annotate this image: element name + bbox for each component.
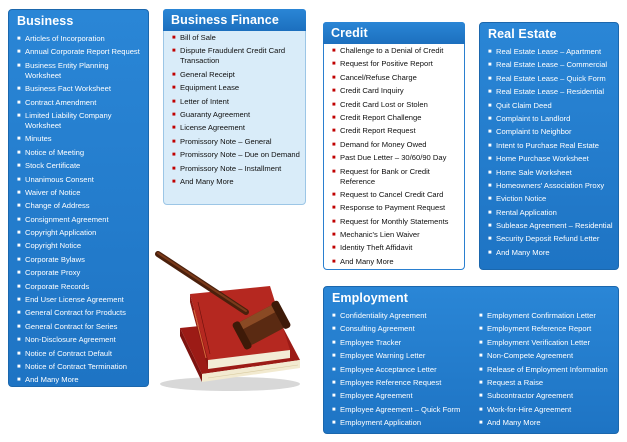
business-finance-title: Business Finance <box>163 9 306 31</box>
list-item-label[interactable]: Identity Theft Affidavit <box>340 243 413 253</box>
list-item[interactable] <box>332 59 460 69</box>
bullet-icon: ■ <box>332 205 336 212</box>
list-item[interactable] <box>479 311 614 321</box>
list-item[interactable] <box>17 148 144 158</box>
list-item-label[interactable]: Employee Tracker <box>340 337 402 347</box>
list-item-label[interactable]: Request a Raise <box>487 377 544 387</box>
list-item-label[interactable]: Copyright Notice <box>25 241 82 251</box>
bullet-icon: ■ <box>17 270 21 277</box>
list-item[interactable] <box>172 70 301 80</box>
list-item[interactable] <box>17 335 144 345</box>
list-item-label[interactable]: Challenge to a Denial of Credit <box>340 46 444 55</box>
list-item-label[interactable]: Contract Amendment <box>25 97 97 107</box>
list-item[interactable] <box>172 97 301 107</box>
bullet-icon: ■ <box>172 71 176 78</box>
list-item-label[interactable]: Employment Confirmation Letter <box>487 311 596 320</box>
list-item-label[interactable]: Credit Report Request <box>340 126 416 136</box>
list-item[interactable] <box>17 268 144 278</box>
list-item-label[interactable]: Corporate Bylaws <box>25 254 85 264</box>
list-item[interactable] <box>17 322 144 332</box>
list-item-label[interactable]: And Many More <box>180 176 234 186</box>
bullet-icon: ■ <box>488 129 492 136</box>
list-item[interactable] <box>332 257 460 267</box>
list-item[interactable] <box>479 391 614 401</box>
list-item-label[interactable]: And Many More <box>496 247 550 257</box>
list-item[interactable] <box>488 181 614 191</box>
bullet-icon: ■ <box>172 98 176 105</box>
list-item[interactable] <box>488 248 614 258</box>
list-item[interactable] <box>17 47 144 57</box>
list-item[interactable] <box>488 208 614 218</box>
bullet-icon: ■ <box>488 182 492 189</box>
bullet-icon: ■ <box>17 163 21 170</box>
bullet-icon: ■ <box>172 165 176 172</box>
bullet-icon: ■ <box>488 169 492 176</box>
bullet-icon: ■ <box>488 49 492 55</box>
bullet-icon: ■ <box>17 49 21 56</box>
list-item-label[interactable]: Homeowners' Association Proxy <box>496 180 605 190</box>
list-item[interactable] <box>332 391 467 401</box>
bullet-icon: ■ <box>332 326 336 333</box>
list-item[interactable] <box>172 123 301 133</box>
list-item-label[interactable]: End User License Agreement <box>25 295 124 305</box>
bullet-icon: ■ <box>172 138 176 145</box>
bullet-icon: ■ <box>488 115 492 122</box>
list-item[interactable] <box>17 161 144 171</box>
list-item-label[interactable]: License Agreement <box>180 123 246 133</box>
list-item-label[interactable]: Credit Card Lost or Stolen <box>340 99 428 109</box>
list-item-label[interactable]: General Contract for Series <box>25 321 118 331</box>
employment-panel <box>323 286 619 434</box>
list-item[interactable] <box>332 338 467 348</box>
bullet-icon: ■ <box>17 337 21 344</box>
list-item[interactable] <box>17 308 144 318</box>
list-item[interactable] <box>17 61 144 81</box>
list-item-label[interactable]: Equipment Lease <box>180 83 240 93</box>
bullet-icon: ■ <box>332 168 336 175</box>
list-item-label[interactable]: Notice of Contract Default <box>25 348 112 358</box>
bullet-icon: ■ <box>488 223 492 230</box>
bullet-icon: ■ <box>17 36 21 42</box>
list-item-label[interactable]: Employment Verification Letter <box>487 337 590 347</box>
list-item[interactable] <box>488 234 614 244</box>
list-item[interactable] <box>17 188 144 198</box>
list-item-label[interactable]: Release of Employment Information <box>487 364 608 374</box>
list-item[interactable] <box>488 60 614 70</box>
bullet-icon: ■ <box>17 136 21 143</box>
list-item-label[interactable]: Credit Card Inquiry <box>340 86 404 96</box>
list-item[interactable] <box>17 98 144 108</box>
bullet-icon: ■ <box>17 243 21 250</box>
bullet-icon: ■ <box>332 48 336 54</box>
list-item-label[interactable]: General Contract for Products <box>25 308 126 318</box>
list-item[interactable] <box>332 100 460 110</box>
list-item-label[interactable]: Employee Agreement – Quick Form <box>340 404 461 414</box>
business-title: Business <box>17 14 74 28</box>
business-finance-panel <box>163 9 306 205</box>
list-item-label[interactable]: Promissory Note – Installment <box>180 163 282 173</box>
bullet-icon: ■ <box>332 245 336 252</box>
list-item-label[interactable]: And Many More <box>25 375 79 385</box>
list-item[interactable] <box>17 362 144 372</box>
bullet-icon: ■ <box>172 125 176 132</box>
bullet-icon: ■ <box>17 323 21 330</box>
list-item[interactable] <box>332 203 460 213</box>
list-item[interactable] <box>332 217 460 227</box>
list-item[interactable] <box>488 221 614 231</box>
list-item-label[interactable]: Employee Acceptance Letter <box>340 364 437 374</box>
list-item[interactable] <box>172 83 301 93</box>
list-item[interactable] <box>332 418 467 428</box>
bullet-icon: ■ <box>332 114 336 121</box>
bullet-icon: ■ <box>479 406 483 413</box>
list-item[interactable] <box>332 153 460 163</box>
list-item-label[interactable]: Mechanic's Lien Waiver <box>340 230 420 240</box>
list-item-label[interactable]: Home Sale Worksheet <box>496 167 572 177</box>
business-panel <box>8 9 149 387</box>
list-item[interactable] <box>332 113 460 123</box>
list-item-label[interactable]: Request for Bank or Credit Reference <box>340 166 430 186</box>
bullet-icon: ■ <box>17 189 21 196</box>
list-item-label[interactable]: Corporate Proxy <box>25 268 81 278</box>
list-item-label[interactable]: Complaint to Landlord <box>496 113 571 123</box>
bullet-icon: ■ <box>332 191 336 198</box>
bullet-icon: ■ <box>479 313 483 319</box>
list-item[interactable] <box>172 164 301 174</box>
list-item-label[interactable]: Home Purchase Worksheet <box>496 154 589 164</box>
list-item[interactable] <box>479 405 614 415</box>
list-item-label[interactable]: Complaint to Neighbor <box>496 127 572 137</box>
list-item-label[interactable]: Request for Positive Report <box>340 59 433 69</box>
list-item[interactable] <box>172 110 301 120</box>
list-item-label[interactable]: Change of Address <box>25 201 90 211</box>
list-item[interactable] <box>17 228 144 238</box>
bullet-icon: ■ <box>17 377 21 384</box>
list-item-label[interactable]: Guaranty Agreement <box>180 109 251 119</box>
list-item-label[interactable]: Cancel/Refuse Charge <box>340 72 417 82</box>
list-item[interactable] <box>17 241 144 251</box>
list-item-label[interactable]: Stock Certificate <box>25 161 81 171</box>
gavel-and-books-illustration <box>150 232 320 402</box>
list-item-label[interactable]: Employee Reference Request <box>340 377 442 387</box>
list-item[interactable] <box>332 405 467 415</box>
list-item[interactable] <box>488 74 614 84</box>
list-item[interactable] <box>17 282 144 292</box>
list-item-label[interactable]: Work-for-Hire Agreement <box>487 404 572 414</box>
real-estate-list <box>480 45 618 258</box>
credit-title: Credit <box>323 22 465 44</box>
list-item[interactable] <box>488 47 614 57</box>
bullet-icon: ■ <box>479 353 483 360</box>
list-item-label[interactable]: Employee Warning Letter <box>340 351 426 361</box>
list-item-label[interactable]: Real Estate Lease – Commercial <box>496 60 608 70</box>
bullet-icon: ■ <box>172 48 176 55</box>
list-item-label[interactable]: Eviction Notice <box>496 194 547 204</box>
list-item[interactable] <box>488 114 614 124</box>
real-estate-title: Real Estate <box>488 27 557 41</box>
bullet-icon: ■ <box>17 99 21 106</box>
list-item[interactable] <box>172 177 301 187</box>
bullet-icon: ■ <box>332 406 336 413</box>
bullet-icon: ■ <box>172 152 176 159</box>
list-item-label[interactable]: Business Entity Planning Worksheet <box>25 60 109 80</box>
list-item[interactable] <box>332 140 460 150</box>
list-item[interactable] <box>479 418 614 428</box>
list-item[interactable] <box>488 168 614 178</box>
bullet-icon: ■ <box>332 128 336 135</box>
credit-panel <box>323 22 465 270</box>
list-item[interactable] <box>332 365 467 375</box>
list-item[interactable] <box>488 154 614 164</box>
bullet-icon: ■ <box>17 310 21 317</box>
list-item-label[interactable]: Dispute Fraudulent Credit Card Transaction <box>180 46 286 66</box>
bullet-icon: ■ <box>332 101 336 108</box>
bullet-icon: ■ <box>332 74 336 81</box>
list-item-label[interactable]: Non-Disclosure Agreement <box>25 335 116 345</box>
bullet-icon: ■ <box>332 232 336 239</box>
list-item[interactable] <box>17 295 144 305</box>
list-item-label[interactable]: Response to Payment Request <box>340 203 446 213</box>
bullet-icon: ■ <box>332 420 336 427</box>
list-item-label[interactable]: Corporate Records <box>25 281 90 291</box>
bullet-icon: ■ <box>17 112 21 119</box>
list-item-label[interactable]: Demand for Money Owed <box>340 139 427 149</box>
bullet-icon: ■ <box>17 297 21 304</box>
list-item[interactable] <box>488 194 614 204</box>
bullet-icon: ■ <box>479 379 483 386</box>
list-item[interactable] <box>332 86 460 96</box>
list-item-label[interactable]: Real Estate Lease – Residential <box>496 87 605 97</box>
list-item-label[interactable]: Promissory Note – Due on Demand <box>180 150 300 160</box>
real-estate-panel <box>479 22 619 270</box>
list-item-label[interactable]: Employee Agreement <box>340 391 413 401</box>
list-item[interactable] <box>17 375 144 385</box>
list-item[interactable] <box>332 324 467 334</box>
list-item-label[interactable]: Notice of Meeting <box>25 147 85 157</box>
bullet-icon: ■ <box>488 209 492 216</box>
list-item-label[interactable]: Confidentiality Agreement <box>340 311 427 320</box>
bullet-icon: ■ <box>172 111 176 118</box>
list-item[interactable] <box>17 134 144 144</box>
bullet-icon: ■ <box>479 326 483 333</box>
list-item[interactable] <box>479 365 614 375</box>
bullet-icon: ■ <box>17 203 21 210</box>
list-item[interactable] <box>332 230 460 240</box>
list-item-label[interactable]: Employment Reference Report <box>487 324 592 334</box>
business-finance-list <box>164 31 305 187</box>
list-item-label[interactable]: Rental Application <box>496 207 557 217</box>
bullet-icon: ■ <box>332 141 336 148</box>
list-item-label[interactable]: Request for Monthly Statements <box>340 216 449 226</box>
bullet-icon: ■ <box>479 420 483 427</box>
bullet-icon: ■ <box>488 156 492 163</box>
bullet-icon: ■ <box>488 249 492 256</box>
list-item-label[interactable]: Waiver of Notice <box>25 187 81 197</box>
gavel-books-svg <box>150 232 320 402</box>
list-item[interactable] <box>332 73 460 83</box>
list-item[interactable] <box>479 338 614 348</box>
list-item[interactable] <box>17 215 144 225</box>
bullet-icon: ■ <box>332 379 336 386</box>
list-item-label[interactable]: Promissory Note – General <box>180 136 272 146</box>
list-item[interactable] <box>332 243 460 253</box>
bullet-icon: ■ <box>332 61 336 68</box>
list-item[interactable] <box>172 150 301 160</box>
list-item-label[interactable]: Annual Corporate Report Request <box>25 47 140 57</box>
bullet-icon: ■ <box>488 236 492 243</box>
list-item-label[interactable]: Sublease Agreement – Residential <box>496 221 613 231</box>
bullet-icon: ■ <box>479 366 483 373</box>
bullet-icon: ■ <box>332 339 336 346</box>
shadow <box>160 377 300 391</box>
bullet-icon: ■ <box>488 142 492 149</box>
bullet-icon: ■ <box>332 218 336 225</box>
bullet-icon: ■ <box>332 155 336 162</box>
bullet-icon: ■ <box>332 366 336 373</box>
list-item-label[interactable]: Minutes <box>25 134 52 144</box>
list-item[interactable] <box>488 101 614 111</box>
bullet-icon: ■ <box>172 178 176 185</box>
list-item-label[interactable]: Bill of Sale <box>180 33 216 42</box>
bullet-icon: ■ <box>479 393 483 400</box>
list-item-label[interactable]: Employment Application <box>340 418 422 428</box>
list-item-label[interactable]: Unanimous Consent <box>25 174 94 184</box>
list-item[interactable] <box>332 190 460 200</box>
list-item[interactable] <box>479 351 614 361</box>
bullet-icon: ■ <box>17 176 21 183</box>
list-item-label[interactable]: Quit Claim Deed <box>496 100 552 110</box>
list-item[interactable] <box>332 46 460 56</box>
bullet-icon: ■ <box>172 35 176 41</box>
list-item[interactable] <box>172 46 301 66</box>
list-item-label[interactable]: Credit Report Challenge <box>340 112 422 122</box>
bullet-icon: ■ <box>488 62 492 69</box>
list-item-label[interactable]: Consulting Agreement <box>340 324 415 334</box>
bullet-icon: ■ <box>17 216 21 223</box>
bullet-icon: ■ <box>17 283 21 290</box>
list-item-label[interactable]: Request to Cancel Credit Card <box>340 189 444 199</box>
list-item-label[interactable]: Non-Compete Agreement <box>487 351 574 361</box>
list-item[interactable] <box>332 311 467 321</box>
list-item-label[interactable]: Business Fact Worksheet <box>25 84 111 94</box>
list-item-label[interactable]: Consignment Agreement <box>25 214 109 224</box>
bullet-icon: ■ <box>17 62 21 69</box>
list-item[interactable] <box>479 378 614 388</box>
list-item-label[interactable]: Security Deposit Refund Letter <box>496 234 600 244</box>
bullet-icon: ■ <box>17 256 21 263</box>
list-item[interactable] <box>332 351 467 361</box>
list-item[interactable] <box>17 201 144 211</box>
list-item-label[interactable]: Subcontractor Agreement <box>487 391 574 401</box>
list-item[interactable] <box>479 324 614 334</box>
list-item[interactable] <box>17 111 144 131</box>
list-item-label[interactable]: Notice of Contract Termination <box>25 361 127 371</box>
employment-list-left <box>324 309 471 432</box>
employment-columns <box>324 309 618 432</box>
bullet-icon: ■ <box>17 363 21 370</box>
bullet-icon: ■ <box>332 393 336 400</box>
bullet-icon: ■ <box>488 75 492 82</box>
list-item-label[interactable]: Past Due Letter – 30/60/90 Day <box>340 153 447 163</box>
bullet-icon: ■ <box>332 258 336 265</box>
bullet-icon: ■ <box>17 149 21 156</box>
list-item-label[interactable]: And Many More <box>487 418 541 428</box>
bullet-icon: ■ <box>479 339 483 346</box>
list-item-label[interactable]: Limited Liability Company Worksheet <box>25 110 112 130</box>
bullet-icon: ■ <box>17 230 21 237</box>
list-item[interactable] <box>332 378 467 388</box>
bullet-icon: ■ <box>488 196 492 203</box>
business-list <box>9 32 148 385</box>
list-item-label[interactable]: Letter of Intent <box>180 96 229 106</box>
list-item[interactable] <box>488 87 614 97</box>
list-item-label[interactable]: General Receipt <box>180 69 235 79</box>
list-item[interactable] <box>488 127 614 137</box>
list-item-label[interactable]: Intent to Purchase Real Estate <box>496 140 599 150</box>
list-item[interactable] <box>332 167 460 187</box>
list-item[interactable] <box>17 84 144 94</box>
bullet-icon: ■ <box>332 353 336 360</box>
bullet-icon: ■ <box>332 88 336 95</box>
bullet-icon: ■ <box>172 85 176 92</box>
bullet-icon: ■ <box>488 89 492 96</box>
bullet-icon: ■ <box>17 350 21 357</box>
list-item-label[interactable]: Articles of Incorporation <box>25 34 105 43</box>
list-item[interactable] <box>488 141 614 151</box>
credit-list <box>324 44 464 267</box>
employment-title: Employment <box>332 291 409 305</box>
list-item[interactable] <box>17 349 144 359</box>
list-item-label[interactable]: Copyright Application <box>25 228 97 238</box>
bullet-icon: ■ <box>17 86 21 93</box>
bullet-icon: ■ <box>488 102 492 109</box>
list-item[interactable] <box>172 137 301 147</box>
list-item-label[interactable]: Real Estate Lease – Quick Form <box>496 73 606 83</box>
list-item[interactable] <box>17 255 144 265</box>
list-item[interactable] <box>17 175 144 185</box>
bullet-icon: ■ <box>332 313 336 319</box>
list-item-label[interactable]: And Many More <box>340 256 394 266</box>
list-item[interactable] <box>172 33 301 43</box>
list-item[interactable] <box>332 126 460 136</box>
list-item[interactable] <box>17 34 144 44</box>
list-item-label[interactable]: Real Estate Lease – Apartment <box>496 47 602 56</box>
employment-list-right <box>471 309 618 432</box>
